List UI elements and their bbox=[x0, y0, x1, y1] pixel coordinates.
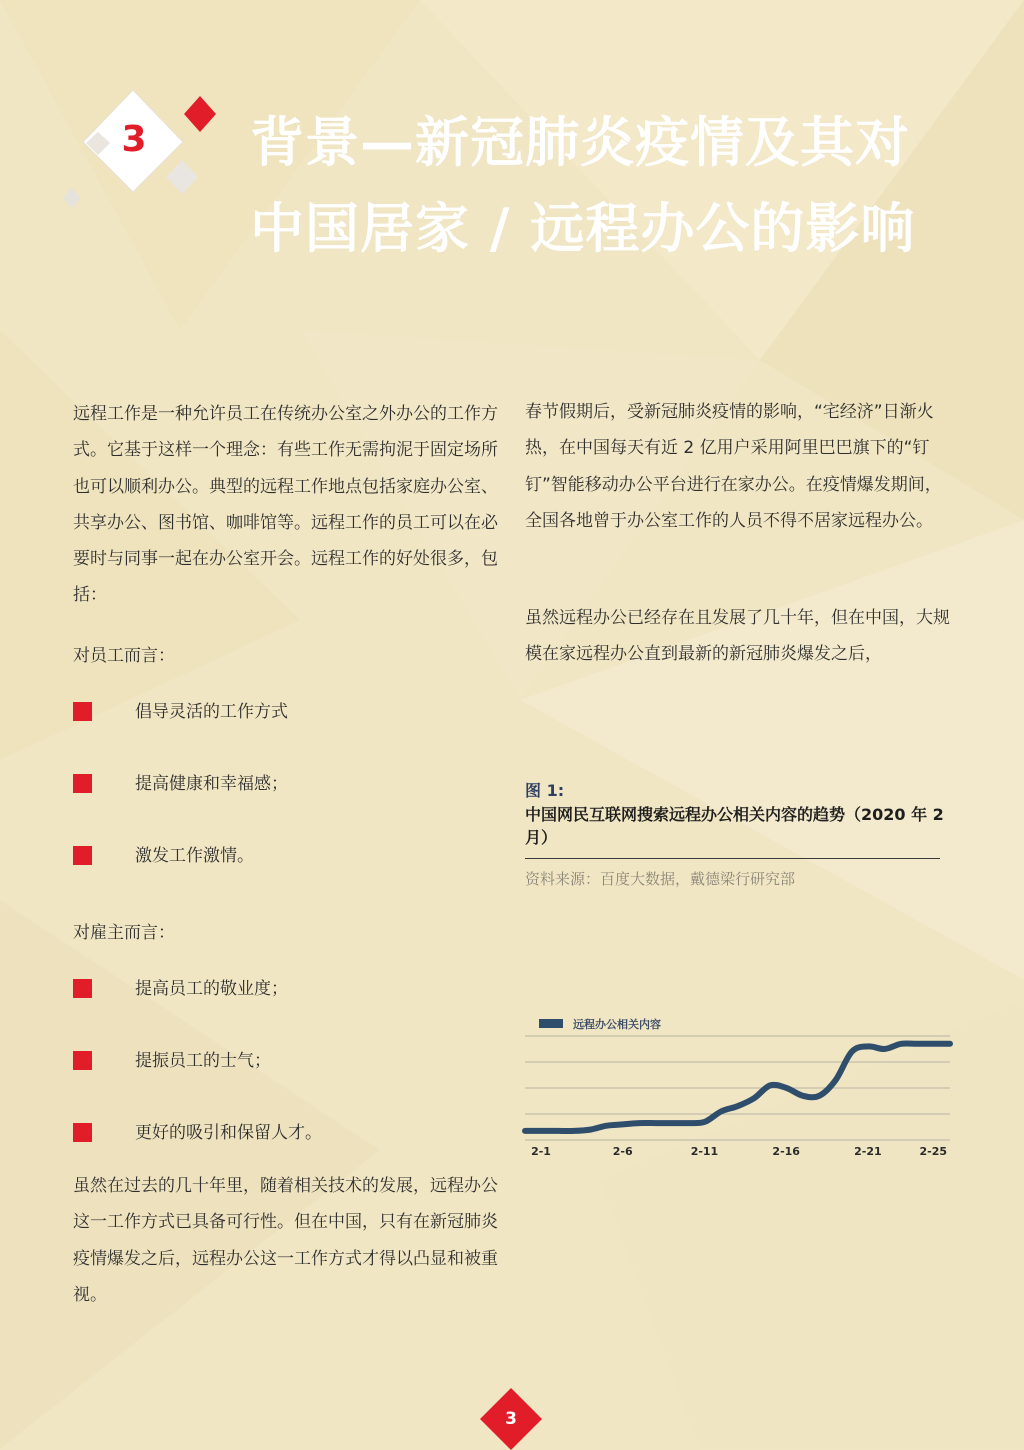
employee-benefit-text: 倡导灵活的工作方式 bbox=[135, 702, 288, 722]
x-tick-label: 2-1 bbox=[531, 1145, 551, 1158]
employee-benefit-text: 激发工作激情。 bbox=[135, 846, 254, 866]
figure-source: 资料来源：百度大数据，戴德梁行研究部 bbox=[525, 870, 796, 888]
intro-paragraph: 远程工作是一种允许员工在传统办公室之外办公的工作方式。它基于这样一个理念：有些工作无需拘泥于固定场所也可以顺利办公。典型的远程工作地点包括家庭办公室、共享办公、图书馆、咖啡馆等。远程工作的员工可以在必要时与同事一起在办公室开会。远程工作的好处很多，包括： bbox=[73, 404, 498, 606]
right-paragraph-1: 春节假期后，受新冠肺炎疫情的影响，“宅经济”日渐火热，在中国每天有近 2 亿用户采用阿里巴巴旗下的“钉钉”智能移动办公平台进行在家办公。在疫情爆发期间，全国各地曾于办公室工作的人员不得不居家远程办公。 bbox=[525, 402, 942, 531]
employee-benefit-text: 提高健康和幸福感； bbox=[135, 774, 288, 794]
legend-swatch bbox=[539, 1019, 563, 1028]
bullet-square-icon bbox=[73, 846, 92, 865]
bullet-square-icon bbox=[73, 774, 92, 793]
x-tick-label: 2-21 bbox=[854, 1145, 882, 1158]
page-title: 背景—新冠肺炎疫情及其对中国居家 / 远程办公的影响 bbox=[250, 111, 916, 260]
section-number: 3 bbox=[121, 119, 147, 160]
right-paragraph-2: 虽然远程办公已经存在且发展了几十年，但在中国，大规模在家远程办公直到最新的新冠肺炎爆发之后， bbox=[525, 608, 950, 665]
series-line bbox=[525, 1043, 950, 1131]
x-tick-label: 2-25 bbox=[919, 1145, 948, 1158]
employer-benefit-text: 更好的吸引和保留人才。 bbox=[135, 1123, 322, 1143]
legend-label: 远程办公相关内容 bbox=[573, 1018, 661, 1031]
bullet-square-icon bbox=[73, 1051, 92, 1070]
figure-divider bbox=[525, 858, 940, 859]
employee-benefits-heading: 对员工而言： bbox=[73, 646, 175, 666]
page-number: 3 bbox=[505, 1409, 517, 1429]
employer-benefits-heading: 对雇主而言： bbox=[73, 923, 175, 943]
closing-paragraph: 虽然在过去的几十年里，随着相关技术的发展，远程办公这一工作方式已具备可行性。但在中国，只有在新冠肺炎疫情爆发之后，远程办公这一工作方式才得以凸显和被重视。 bbox=[73, 1176, 498, 1305]
employer-benefit-text: 提高员工的敬业度； bbox=[135, 979, 288, 999]
employer-benefit-text: 提振员工的士气； bbox=[135, 1051, 271, 1071]
x-tick-label: 2-6 bbox=[612, 1145, 633, 1158]
bullet-square-icon bbox=[73, 979, 92, 998]
x-tick-label: 2-16 bbox=[772, 1145, 800, 1158]
figure-label: 图 1: bbox=[525, 781, 565, 800]
figure-title: 中国网民互联网搜索远程办公相关内容的趋势（2020 年 2 月） bbox=[525, 805, 944, 847]
x-tick-label: 2-11 bbox=[690, 1145, 719, 1158]
bullet-square-icon bbox=[73, 702, 92, 721]
bullet-square-icon bbox=[73, 1123, 92, 1142]
